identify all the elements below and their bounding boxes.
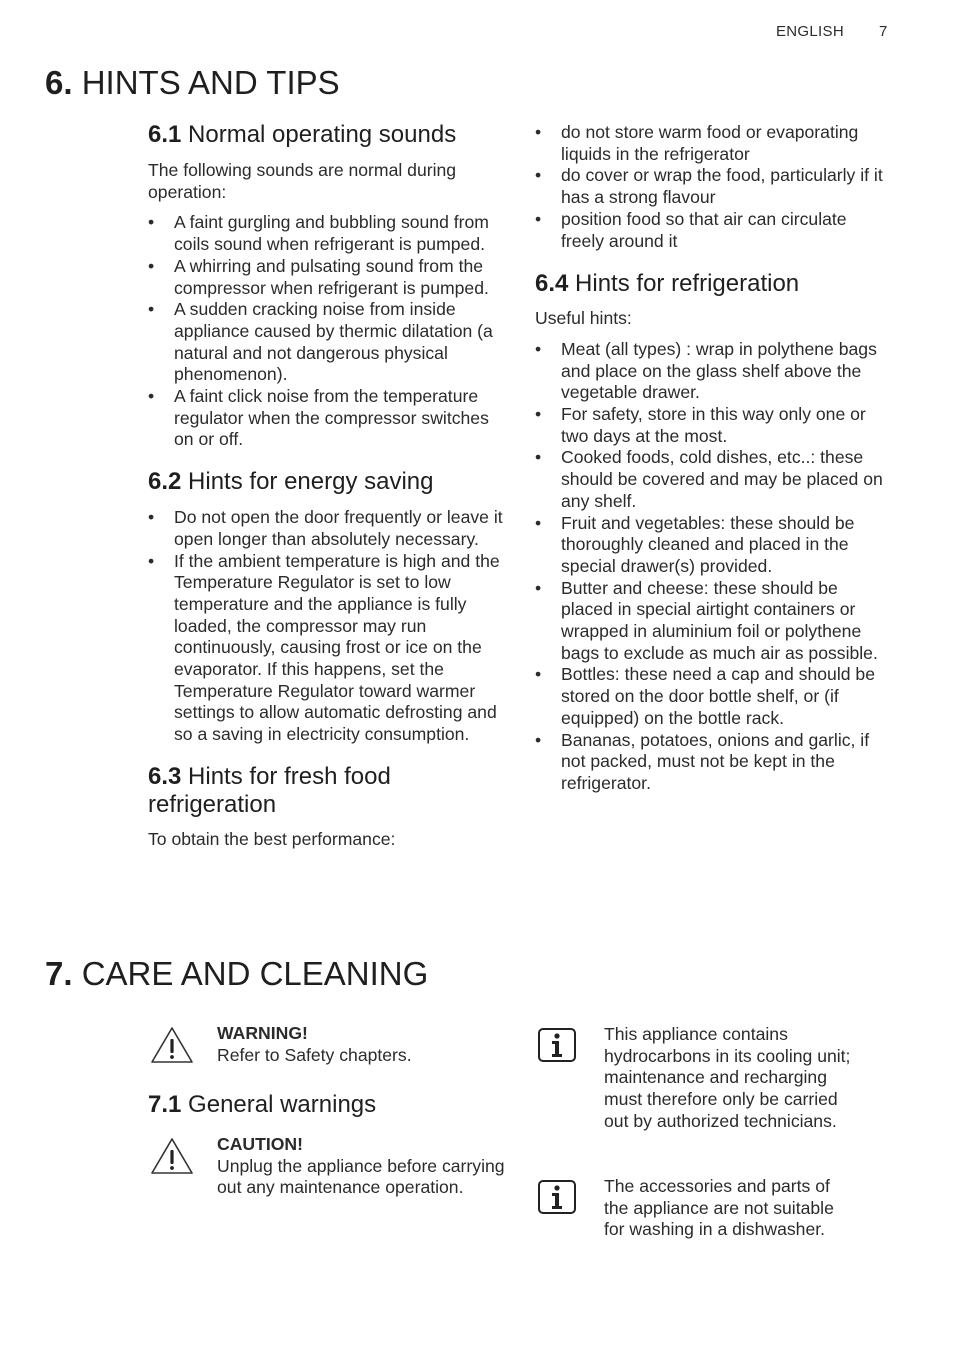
section-6-3-intro: To obtain the best performance:	[148, 828, 396, 849]
chapter-6-title: HINTS AND TIPS	[81, 64, 340, 101]
section-6-3-number: 6.3	[148, 762, 182, 790]
list-item: • Do not open the door frequently or leave it open longer than absolutely necessary.	[148, 507, 503, 550]
list-item: • Butter and cheese: these should be placed in special airtight containers or wrapped in aluminium foil or polythene bags to exclude as much air as possible.	[535, 578, 890, 665]
caution-text-block	[217, 1134, 507, 1199]
chapter-6-number: 6.	[45, 64, 73, 101]
header-language: ENGLISH	[776, 23, 844, 40]
list-item: • Fruit and vegetables: these should be thoroughly cleaned and placed in the special drawer(s) provided.	[535, 513, 890, 578]
chapter-7-number: 7.	[45, 955, 73, 992]
section-6-3-heading	[148, 763, 503, 819]
section-7-1-heading	[148, 1091, 376, 1119]
section-6-1-intro: The following sounds are normal during operation:	[148, 160, 457, 202]
list-item: • A whirring and pulsating sound from the compressor when refrigerant is pumped.	[148, 256, 503, 299]
list-item: • Bottles: these need a cap and should be stored on the door bottle shelf, or (if equipped) on the bottle rack.	[535, 664, 890, 729]
info-icon	[535, 1024, 579, 1064]
section-6-4-heading	[535, 270, 890, 298]
section-7-1-number: 7.1	[148, 1091, 182, 1118]
section-6-3-title: Hints for fresh food refrigeration	[148, 762, 391, 818]
chapter-6-heading	[45, 64, 340, 102]
warning-text-block	[217, 1023, 507, 1066]
section-6-2-number: 6.2	[148, 468, 182, 496]
warning-triangle-icon	[148, 1023, 196, 1067]
section-6-1-title: Normal operating sounds	[188, 121, 457, 148]
list-item: • A sudden cracking noise from inside appliance caused by thermic dilatation (a natural and not dangerous physical phenomenon).	[148, 299, 503, 386]
list-item: • Cooked foods, cold dishes, etc..: these should be covered and may be placed on any shelf.	[535, 447, 890, 512]
section-6-4-intro: Useful hints:	[535, 308, 632, 329]
chapter-7-heading	[45, 955, 428, 993]
section-6-4-title: Hints for refrigeration	[575, 270, 800, 298]
section-6-1-heading	[148, 121, 503, 149]
list-item: • A faint click noise from the temperature regulator when the compressor switches on or off.	[148, 386, 503, 451]
warning-triangle-icon	[148, 1134, 196, 1178]
chapter-7-title: CARE AND CLEANING	[81, 955, 429, 992]
list-item: • do cover or wrap the food, particularly if it has a strong flavour	[535, 165, 890, 208]
section-6-2-title: Hints for energy saving	[188, 468, 434, 496]
list-item: • A faint gurgling and bubbling sound from coils sound when refrigerant is pumped.	[148, 212, 503, 255]
list-item: • do not store warm food or evaporating liquids in the refrigerator	[535, 122, 890, 165]
section-7-1-title: General warnings	[188, 1091, 377, 1118]
warning-text: Refer to Safety chapters.	[217, 1044, 412, 1065]
list-item: • Bananas, potatoes, onions and garlic, if not packed, must not be kept in the refrigerator.	[535, 730, 890, 795]
section-6-1-list	[148, 212, 503, 451]
warning-title: WARNING!	[217, 1023, 308, 1043]
info-1-text: This appliance contains hydrocarbons in its cooling unit; maintenance and recharging must therefore only be carried out by authorized technicians.	[604, 1024, 851, 1131]
page-number: 7	[879, 23, 888, 40]
info-2-text: The accessories and parts of the appliance are not suitable for washing in a dishwasher.	[604, 1176, 834, 1240]
info-icon	[535, 1176, 579, 1216]
section-6-4-number: 6.4	[535, 270, 569, 298]
list-item: • If the ambient temperature is high and the Temperature Regulator is set to low temperature and the appliance is fully loaded, the compressor may run continuously, causing frost or ice on the evaporator. If this happens, set the Temperature Regulator toward warmer settings to allow automatic defrosting and so a saving in electricity consumption.	[148, 551, 503, 746]
section-6-2-list	[148, 507, 503, 746]
left-column	[148, 121, 503, 851]
right-column	[535, 122, 890, 795]
section-6-1-number: 6.1	[148, 121, 182, 148]
section-6-3-list	[535, 122, 890, 252]
caution-text: Unplug the appliance before carrying out any maintenance operation.	[217, 1155, 505, 1198]
section-6-4-list	[535, 339, 890, 795]
list-item: • For safety, store in this way only one or two days at the most.	[535, 404, 890, 447]
caution-title: CAUTION!	[217, 1134, 304, 1154]
list-item: • Meat (all types) : wrap in polythene bags and place on the glass shelf above the vegetable drawer.	[535, 339, 890, 404]
section-6-2-heading	[148, 468, 503, 496]
list-item: • position food so that air can circulate freely around it	[535, 209, 890, 252]
